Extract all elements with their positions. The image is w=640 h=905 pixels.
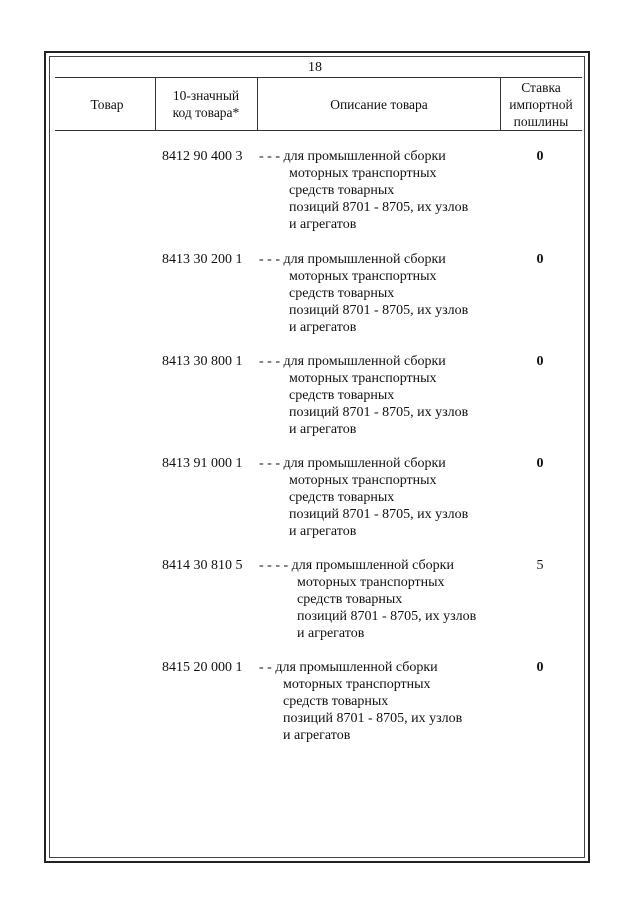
row-description <box>259 455 468 540</box>
header-rate <box>502 79 580 130</box>
row-line: для промышленной сборки <box>283 354 446 369</box>
row-rate: 5 <box>536 558 544 573</box>
row-line: моторных транспортных <box>289 473 437 488</box>
column-divider-code <box>155 78 156 130</box>
row-rate: 0 <box>536 354 544 369</box>
row-line: позиций 8701 - 8705, их узлов <box>289 200 469 215</box>
row-line: средств товарных <box>289 490 395 505</box>
row-line: и агрегатов <box>289 422 357 437</box>
row-code: 8415 20 000 1 <box>162 660 243 675</box>
column-divider-description <box>257 78 258 130</box>
row-line: средств товарных <box>297 592 403 607</box>
header-bottom-rule <box>55 130 582 131</box>
row-line: моторных транспортных <box>289 371 437 386</box>
row-line: для промышленной сборки <box>291 558 454 573</box>
row-dashes: - - - - <box>259 558 289 573</box>
row-line: моторных транспортных <box>297 575 445 590</box>
row-code: 8413 30 200 1 <box>162 252 243 267</box>
row-description <box>259 659 462 744</box>
row-description <box>259 353 468 438</box>
row-line: и агрегатов <box>289 217 357 232</box>
row-line: и агрегатов <box>289 524 357 539</box>
header-rate-line-3: пошлины <box>513 114 569 129</box>
column-divider-rate <box>500 78 501 130</box>
row-rate: 0 <box>536 252 544 267</box>
header-top-rule <box>55 77 582 78</box>
row-dashes: - - - <box>259 354 280 369</box>
row-code: 8413 91 000 1 <box>162 456 243 471</box>
row-description <box>259 557 476 642</box>
row-line: для промышленной сборки <box>283 149 446 164</box>
row-line: моторных транспортных <box>283 677 431 692</box>
row-rate: 0 <box>536 456 544 471</box>
row-line: позиций 8701 - 8705, их узлов <box>297 609 477 624</box>
row-code: 8413 30 800 1 <box>162 354 243 369</box>
header-code-line-2: код товара* <box>172 105 240 120</box>
row-line: средств товарных <box>289 286 395 301</box>
row-line: для промышленной сборки <box>283 456 446 471</box>
row-line: для промышленной сборки <box>283 252 446 267</box>
row-line: и агрегатов <box>289 320 357 335</box>
row-code: 8412 90 400 3 <box>162 149 243 164</box>
row-line: позиций 8701 - 8705, их узлов <box>283 711 463 726</box>
row-line: позиций 8701 - 8705, их узлов <box>289 303 469 318</box>
row-dashes: - - - <box>259 149 280 164</box>
row-line: моторных транспортных <box>289 166 437 181</box>
row-line: моторных транспортных <box>289 269 437 284</box>
row-code: 8414 30 810 5 <box>162 558 243 573</box>
row-line: для промышленной сборки <box>275 660 438 675</box>
row-rate: 0 <box>536 149 544 164</box>
row-dashes: - - - <box>259 252 280 267</box>
row-line: и агрегатов <box>283 728 351 743</box>
row-description <box>259 251 468 336</box>
page-number: 18 <box>308 60 322 75</box>
header-product: Товар <box>90 97 124 112</box>
row-line: средств товарных <box>289 183 395 198</box>
row-description <box>259 148 468 233</box>
row-line: средств товарных <box>289 388 395 403</box>
header-rate-line-1: Ставка <box>521 80 561 95</box>
row-rate: 0 <box>536 660 544 675</box>
row-dashes: - - <box>259 660 272 675</box>
row-line: средств товарных <box>283 694 389 709</box>
row-line: и агрегатов <box>297 626 365 641</box>
row-line: позиций 8701 - 8705, их узлов <box>289 405 469 420</box>
header-description: Описание товара <box>330 97 428 112</box>
row-line: позиций 8701 - 8705, их узлов <box>289 507 469 522</box>
header-code <box>158 87 254 121</box>
header-rate-line-2: импортной <box>509 97 573 112</box>
header-code-line-1: 10-значный <box>172 88 240 103</box>
row-dashes: - - - <box>259 456 280 471</box>
